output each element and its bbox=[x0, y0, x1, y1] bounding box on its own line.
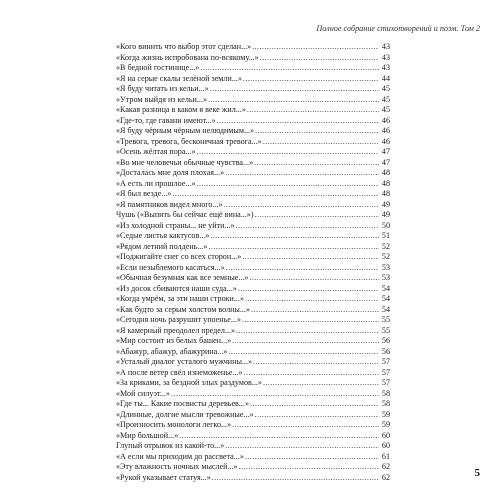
toc-entry-page: 58 bbox=[381, 399, 390, 408]
toc-entry bbox=[116, 42, 390, 53]
toc-entry-page: 45 bbox=[381, 84, 390, 93]
toc-leader-dots bbox=[249, 273, 379, 284]
toc-entry-title: «Эту влажность ночных мыслей...» bbox=[116, 462, 238, 471]
toc-leader-dots bbox=[210, 84, 379, 95]
toc-entry-title: «Рукой указывает статуя...» bbox=[116, 472, 211, 482]
toc-entry-title: «Я буду читать из кельи...» bbox=[116, 84, 209, 93]
toc-entry-title: «Утром выйдя из кельи...» bbox=[116, 94, 208, 104]
toc-entry-title: «Рядом летний полдень...» bbox=[116, 241, 208, 251]
toc-leader-dots bbox=[208, 242, 379, 253]
toc-leader-dots bbox=[236, 221, 379, 232]
toc-entry-title: «Мир большой...» bbox=[116, 430, 179, 440]
toc-entry bbox=[116, 126, 390, 137]
toc-entry bbox=[116, 74, 390, 85]
toc-entry-title: «За криками, за бездной злых раздумов...» bbox=[116, 378, 262, 387]
toc-leader-dots bbox=[171, 389, 379, 400]
toc-entry-page: 62 bbox=[381, 462, 390, 471]
toc-entry-page: 55 bbox=[381, 315, 390, 324]
toc-leader-dots bbox=[263, 378, 379, 389]
toc-entry-page: 57 bbox=[381, 367, 390, 377]
toc-leader-dots bbox=[260, 53, 379, 64]
toc-entry-page: 57 bbox=[381, 378, 390, 387]
toc-entry-title: «Досталась мне доля плохая...» bbox=[116, 168, 225, 177]
toc-entry-title: «Когда жизнь испробована по-всякому...» bbox=[116, 52, 259, 62]
toc-entry bbox=[116, 189, 390, 200]
toc-entry bbox=[116, 95, 390, 106]
toc-leader-dots bbox=[242, 315, 379, 326]
running-head: Полное собрание стихотворений и поэм. Том 2 bbox=[316, 24, 480, 33]
toc-entry-title: «Усталый диалог усталого мужчины...» bbox=[116, 357, 253, 366]
toc-entry-page: 45 bbox=[381, 105, 390, 114]
toc-entry-title: «Седые листья кактусов...» bbox=[116, 231, 210, 240]
toc-leader-dots bbox=[212, 473, 379, 484]
toc-entry bbox=[116, 315, 390, 326]
toc-entry bbox=[116, 105, 390, 116]
toc-entry-title: «Мой силуэт...» bbox=[116, 388, 170, 398]
page-number: 5 bbox=[474, 467, 480, 479]
toc-leader-dots bbox=[251, 305, 379, 316]
toc-leader-dots bbox=[197, 147, 379, 158]
toc-entry bbox=[116, 399, 390, 410]
toc-entry bbox=[116, 462, 390, 473]
toc-leader-dots bbox=[228, 347, 379, 358]
toc-entry-page: 47 bbox=[381, 147, 390, 156]
toc-leader-dots bbox=[217, 116, 379, 127]
toc-leader-dots bbox=[247, 105, 379, 116]
toc-entry-page: 55 bbox=[381, 325, 390, 335]
toc-entry-title: «Когда умрём, за эти наши строки...» bbox=[116, 294, 245, 303]
toc-entry-title: «Абажур, абажур, абажурина...» bbox=[116, 346, 228, 356]
toc-entry-page: 43 bbox=[381, 42, 390, 51]
toc-entry bbox=[116, 368, 390, 379]
toc-entry-page: 59 bbox=[381, 409, 390, 419]
toc-entry-title: «В бедной гостинице...» bbox=[116, 63, 200, 72]
toc-entry-title: «Сегодня ночь разрушит упоенье...» bbox=[116, 315, 242, 324]
toc-entry bbox=[116, 147, 390, 158]
toc-entry-title: Чушь («Выпить бы сейчас ещё вина...») bbox=[116, 210, 254, 219]
toc-leader-dots bbox=[254, 158, 379, 169]
table-of-contents bbox=[116, 42, 390, 483]
toc-entry bbox=[116, 84, 390, 95]
toc-entry-title: «Я был везде...» bbox=[116, 189, 172, 198]
toc-leader-dots bbox=[238, 284, 379, 295]
toc-leader-dots bbox=[179, 431, 379, 442]
toc-entry-title: «Из досок сбиваются наши суда...» bbox=[116, 283, 237, 293]
toc-entry-title: «Осень жёлтая пора...» bbox=[116, 147, 196, 156]
toc-entry-title: «Какая разница в каком я веке жил...» bbox=[116, 105, 246, 114]
toc-entry-page: 60 bbox=[381, 441, 390, 450]
toc-entry-page: 51 bbox=[381, 231, 390, 240]
toc-entry bbox=[116, 431, 390, 442]
toc-entry-page: 58 bbox=[381, 388, 390, 398]
toc-entry-page: 53 bbox=[381, 273, 390, 282]
toc-leader-dots bbox=[225, 168, 379, 179]
toc-entry-page: 47 bbox=[381, 157, 390, 167]
toc-entry-title: «А есть ли прошлое...» bbox=[116, 178, 196, 188]
toc-entry-page: 60 bbox=[381, 430, 390, 440]
toc-entry-title: «Длинные, долгие мысли тревожные...» bbox=[116, 409, 254, 419]
toc-entry bbox=[116, 242, 390, 253]
toc-entry-title: «А если мы приходим до рассвета...» bbox=[116, 451, 244, 461]
toc-leader-dots bbox=[225, 441, 379, 452]
toc-leader-dots bbox=[224, 200, 379, 211]
toc-entry-page: 62 bbox=[381, 472, 390, 482]
toc-leader-dots bbox=[255, 410, 379, 421]
toc-entry-page: 46 bbox=[381, 115, 390, 125]
toc-entry-title: «Мир состоит из белых башен...» bbox=[116, 336, 232, 345]
toc-entry-title: «Обычная безумная как все земные...» bbox=[116, 273, 249, 282]
toc-entry bbox=[116, 336, 390, 347]
toc-entry bbox=[116, 158, 390, 169]
toc-entry-page: 54 bbox=[381, 304, 390, 314]
toc-leader-dots bbox=[236, 326, 379, 337]
toc-leader-dots bbox=[253, 357, 379, 368]
toc-entry-title: «Из холодной страны... не уйти...» bbox=[116, 220, 235, 230]
toc-entry-title: «Я памятников видел много...» bbox=[116, 199, 223, 209]
toc-entry-page: 48 bbox=[381, 178, 390, 188]
toc-entry-title: «Если незыблемого касаться...» bbox=[116, 262, 225, 272]
toc-entry bbox=[116, 410, 390, 421]
toc-entry bbox=[116, 179, 390, 190]
toc-entry bbox=[116, 168, 390, 179]
toc-leader-dots bbox=[245, 294, 379, 305]
toc-entry bbox=[116, 305, 390, 316]
toc-entry bbox=[116, 441, 390, 452]
toc-entry-page: 48 bbox=[381, 168, 390, 177]
toc-entry-title: «Я буду чёрным чёрным нелюдимым...» bbox=[116, 126, 255, 135]
toc-entry-page: 43 bbox=[381, 52, 390, 62]
toc-entry-page: 46 bbox=[381, 126, 390, 135]
toc-entry-title: «Кого винить что выбор этот сделан...» bbox=[116, 42, 252, 51]
toc-entry bbox=[116, 200, 390, 211]
toc-entry-page: 49 bbox=[381, 210, 390, 219]
toc-entry-title: «Поджигайте снег со всех сторон...» bbox=[116, 252, 242, 261]
toc-entry-title: «Где-то, где гавани имеют...» bbox=[116, 115, 216, 125]
toc-entry-page: 44 bbox=[381, 73, 390, 83]
toc-entry-page: 50 bbox=[381, 220, 390, 230]
toc-leader-dots bbox=[226, 263, 379, 274]
toc-entry-title: Глупый отрывок из какой-то...» bbox=[116, 441, 225, 450]
toc-entry-title: «Тревога, тревога, бесконечная тревога...» bbox=[116, 136, 262, 146]
toc-entry bbox=[116, 326, 390, 337]
toc-entry bbox=[116, 231, 390, 242]
toc-leader-dots bbox=[255, 210, 379, 221]
toc-leader-dots bbox=[243, 74, 379, 85]
toc-entry-page: 61 bbox=[381, 451, 390, 461]
toc-entry-title: «Во мне человечьи обычные чувства...» bbox=[116, 157, 254, 167]
toc-entry-page: 52 bbox=[381, 252, 390, 261]
toc-entry bbox=[116, 452, 390, 463]
toc-entry-page: 56 bbox=[381, 346, 390, 356]
toc-entry-page: 52 bbox=[381, 241, 390, 251]
toc-entry bbox=[116, 284, 390, 295]
toc-entry bbox=[116, 252, 390, 263]
toc-entry bbox=[116, 210, 390, 221]
toc-entry bbox=[116, 420, 390, 431]
toc-entry-title: «Как будто за серым холстом волны...» bbox=[116, 304, 250, 314]
toc-leader-dots bbox=[210, 231, 379, 242]
toc-entry-page: 49 bbox=[381, 199, 390, 209]
toc-entry bbox=[116, 357, 390, 368]
toc-leader-dots bbox=[172, 189, 379, 200]
toc-leader-dots bbox=[232, 336, 379, 347]
toc-leader-dots bbox=[250, 399, 379, 410]
toc-entry-page: 54 bbox=[381, 294, 390, 303]
toc-leader-dots bbox=[232, 420, 379, 431]
toc-entry-page: 53 bbox=[381, 262, 390, 272]
toc-entry-title: «Где ты... Какие посвисты деревьев...» bbox=[116, 399, 249, 408]
toc-entry-page: 43 bbox=[381, 63, 390, 72]
toc-leader-dots bbox=[245, 452, 379, 463]
toc-entry bbox=[116, 263, 390, 274]
toc-entry bbox=[116, 53, 390, 64]
toc-leader-dots bbox=[239, 462, 379, 473]
toc-entry bbox=[116, 63, 390, 74]
toc-entry-page: 46 bbox=[381, 136, 390, 146]
toc-leader-dots bbox=[208, 95, 379, 106]
toc-entry-page: 56 bbox=[381, 336, 390, 345]
toc-entry-title: «А после ветер свёл изнеможенье...» bbox=[116, 367, 243, 377]
toc-leader-dots bbox=[255, 126, 379, 137]
toc-leader-dots bbox=[252, 42, 379, 53]
toc-leader-dots bbox=[242, 252, 379, 263]
toc-entry-title: «Я на серые скалы зелёной земли...» bbox=[116, 73, 242, 83]
toc-entry bbox=[116, 347, 390, 358]
toc-entry bbox=[116, 273, 390, 284]
toc-entry bbox=[116, 221, 390, 232]
toc-entry bbox=[116, 473, 390, 484]
toc-entry-page: 59 bbox=[381, 420, 390, 429]
toc-leader-dots bbox=[244, 368, 379, 379]
toc-entry-page: 48 bbox=[381, 189, 390, 198]
toc-leader-dots bbox=[263, 137, 379, 148]
toc-entry-page: 57 bbox=[381, 357, 390, 366]
toc-entry bbox=[116, 137, 390, 148]
toc-entry bbox=[116, 294, 390, 305]
toc-entry bbox=[116, 389, 390, 400]
toc-entry-page: 45 bbox=[381, 94, 390, 104]
toc-leader-dots bbox=[197, 179, 380, 190]
toc-entry bbox=[116, 378, 390, 389]
toc-leader-dots bbox=[200, 63, 379, 74]
toc-entry bbox=[116, 116, 390, 127]
toc-entry-title: «Я камерный преодолел предел...» bbox=[116, 325, 236, 335]
toc-entry-page: 54 bbox=[381, 283, 390, 293]
toc-entry-title: «Произносить монологи легко...» bbox=[116, 420, 232, 429]
